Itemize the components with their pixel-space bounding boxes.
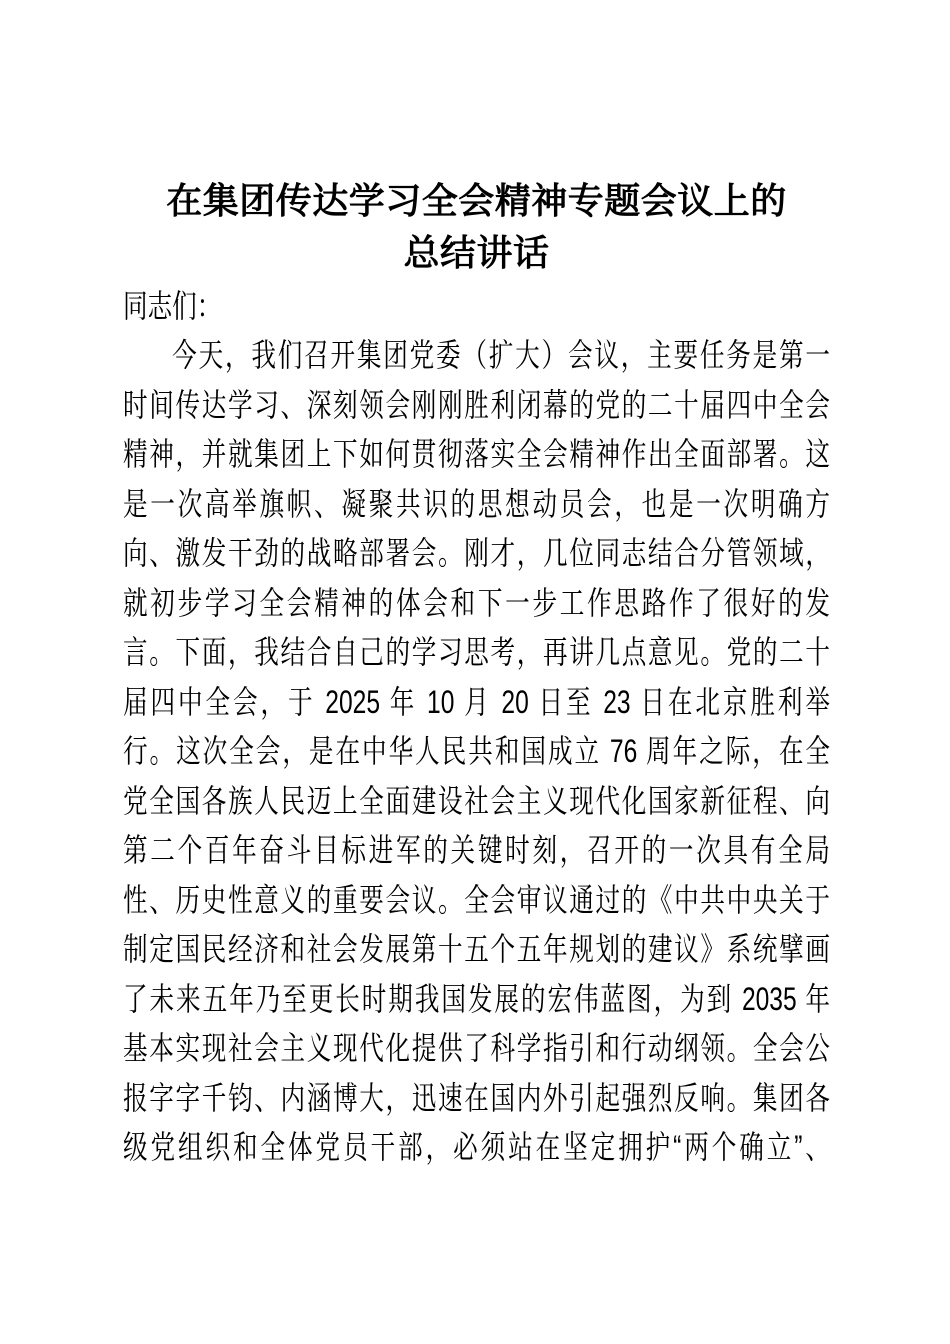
paragraph-line: 制定国民经济和社会发展第十五个五年规划的建议》系统擘画: [123, 931, 831, 967]
paragraph-line: 党全国各族人民迈上全面建设社会主义现代化国家新征程、向: [123, 782, 831, 819]
paragraph-line: 报字字千钧、内涵博大，迅速在国内外引起强烈反响。集团各: [123, 1079, 831, 1116]
paragraph-line: 今天，我们召开集团党委（扩大）会议，主要任务是第一: [172, 337, 831, 373]
document-title-line: 在集团传达学习全会精神专题会议上的: [166, 180, 787, 221]
paragraph-line: 届四中全会，于 2025 年 10 月 20 日至 23 日在北京胜利举: [123, 683, 831, 720]
paragraph-line: 言。下面，我结合自己的学习思考，再讲几点意见。党的二十: [123, 634, 831, 670]
paragraph-line: 就初步学习全会精神的体会和下一步工作思路作了很好的发: [123, 584, 831, 621]
paragraph-line: 行。这次全会，是在中华人民共和国成立 76 周年之际，在全: [123, 733, 831, 769]
paragraph-line: 时间传达学习、深刻领会刚刚胜利闭幕的党的二十届四中全会: [123, 386, 831, 423]
paragraph-line: 性、历史性意义的重要会议。全会审议通过的《中共中央关于: [123, 881, 831, 918]
salutation: 同志们：: [123, 287, 222, 324]
paragraph-line: 是一次高举旗帜、凝聚共识的思想动员会，也是一次明确方: [123, 485, 831, 522]
document-title-line: 总结讲话: [403, 232, 550, 273]
paragraph-line: 第二个百年奋斗目标进军的关键时刻，召开的一次具有全局: [123, 832, 831, 868]
paragraph-line: 了未来五年乃至更长时期我国发展的宏伟蓝图，为到 2035 年: [123, 980, 831, 1017]
document-title: [123, 175, 830, 279]
paragraph-line: 精神，并就集团上下如何贯彻落实全会精神作出全面部署。这: [123, 436, 831, 472]
body-paragraph: [123, 331, 830, 1173]
paragraph-line: 级党组织和全体党员干部，必须站在坚定拥护“两个确立”、: [123, 1129, 831, 1165]
paragraph-line: 向、激发干劲的战略部署会。刚才，几位同志结合分管领域，: [123, 535, 831, 571]
paragraph-line: 基本实现社会主义现代化提供了科学指引和行动纲领。全会公: [123, 1030, 831, 1066]
